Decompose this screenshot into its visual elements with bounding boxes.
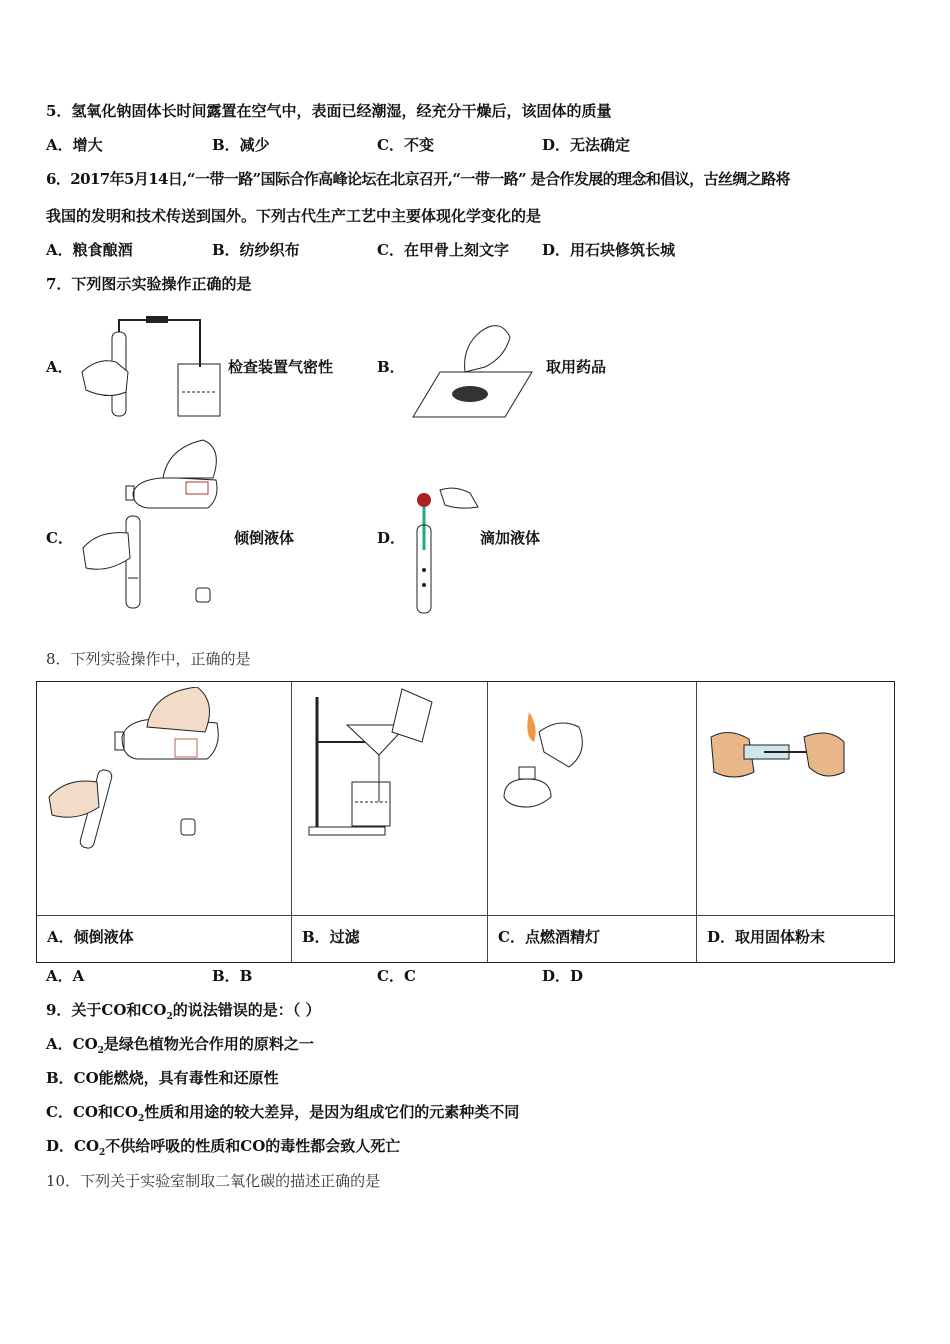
q5-option-b: B．减少 [212, 136, 270, 154]
q8-option-b: B．B [212, 967, 253, 985]
q9-option-c: C．CO和$CO_2$性质和用途的较大差异，是因为组成它们的元素种类不同 [46, 1103, 520, 1124]
light-alcohol-lamp-figure [499, 707, 619, 817]
q10-stem: 10．下列关于实验室制取二氧化碳的描述正确的是 [46, 1172, 381, 1190]
q7-option-b-letter: B． [377, 358, 405, 376]
q7-option-b-caption: 取用药品 [546, 358, 607, 376]
q9-option-a: A．$CO_2$是绿色植物光合作用的原料之一 [46, 1035, 314, 1056]
q5-option-a: A．增大 [46, 136, 103, 154]
q9-option-b: B．CO能燃烧，具有毒性和还原性 [46, 1069, 279, 1087]
q8-label-a: A．倾倒液体 [47, 928, 134, 946]
q6-option-c: C．在甲骨上刻文字 [377, 241, 509, 259]
q7-option-a-caption: 检查装置气密性 [228, 358, 334, 376]
q7-option-d-letter: D． [377, 529, 406, 547]
q9-option-d: D．$CO_2$不供给呼吸的性质和CO的毒性都会致人死亡 [46, 1137, 401, 1158]
take-solid-powder-figure [709, 727, 849, 787]
q8-option-a: A．A [46, 967, 85, 985]
q6-option-d: D．用石块修筑长城 [542, 241, 676, 259]
q9-stem: 9．关于CO和$CO_2$的说法错误的是：（ ） [46, 1001, 321, 1022]
q8-label-d: D．取用固体粉末 [707, 928, 826, 946]
q7-option-c-letter: C． [46, 529, 73, 547]
q8-option-c: C．C [377, 967, 416, 985]
q8-label-b: B．过滤 [302, 928, 360, 946]
q5-option-d: D．无法确定 [542, 136, 631, 154]
q5-option-c: C．不变 [377, 136, 434, 154]
q8-label-c: C．点燃酒精灯 [498, 928, 600, 946]
q8-table [36, 681, 895, 963]
q6-stem-2: 我国的发明和技术传送到国外。下列古代生产工艺中主要体现化学变化的是 [46, 207, 542, 225]
q6-stem-1: 6．2017年5月14日,“一带一路”国际合作高峰论坛在北京召开,“一带一路” 是合作发展的理念和倡议，古丝绸之路将 [46, 170, 790, 188]
take-reagent-illustration [410, 312, 535, 420]
q5-stem: 5．氢氧化钠固体长时间露置在空气中，表面已经潮湿，经充分干燥后，该固体的质量 [46, 102, 612, 120]
q6-option-b: B．纺纱织布 [212, 241, 300, 259]
drip-liquid-illustration [410, 485, 480, 617]
q7-option-a-letter: A． [46, 358, 73, 376]
pour-liquid-illustration [78, 438, 228, 616]
q8-stem: 8．下列实验操作中，正确的是 [46, 650, 251, 668]
filtration-figure [307, 687, 467, 842]
pour-liquid-figure [47, 687, 227, 852]
airtightness-check-illustration [78, 312, 228, 420]
q6-option-a: A．粮食酿酒 [46, 241, 133, 259]
q7-option-d-caption: 滴加液体 [480, 529, 541, 547]
q7-stem: 7．下列图示实验操作正确的是 [46, 275, 252, 293]
q8-option-d: D．D [542, 967, 584, 985]
q7-option-c-caption: 倾倒液体 [234, 529, 295, 547]
